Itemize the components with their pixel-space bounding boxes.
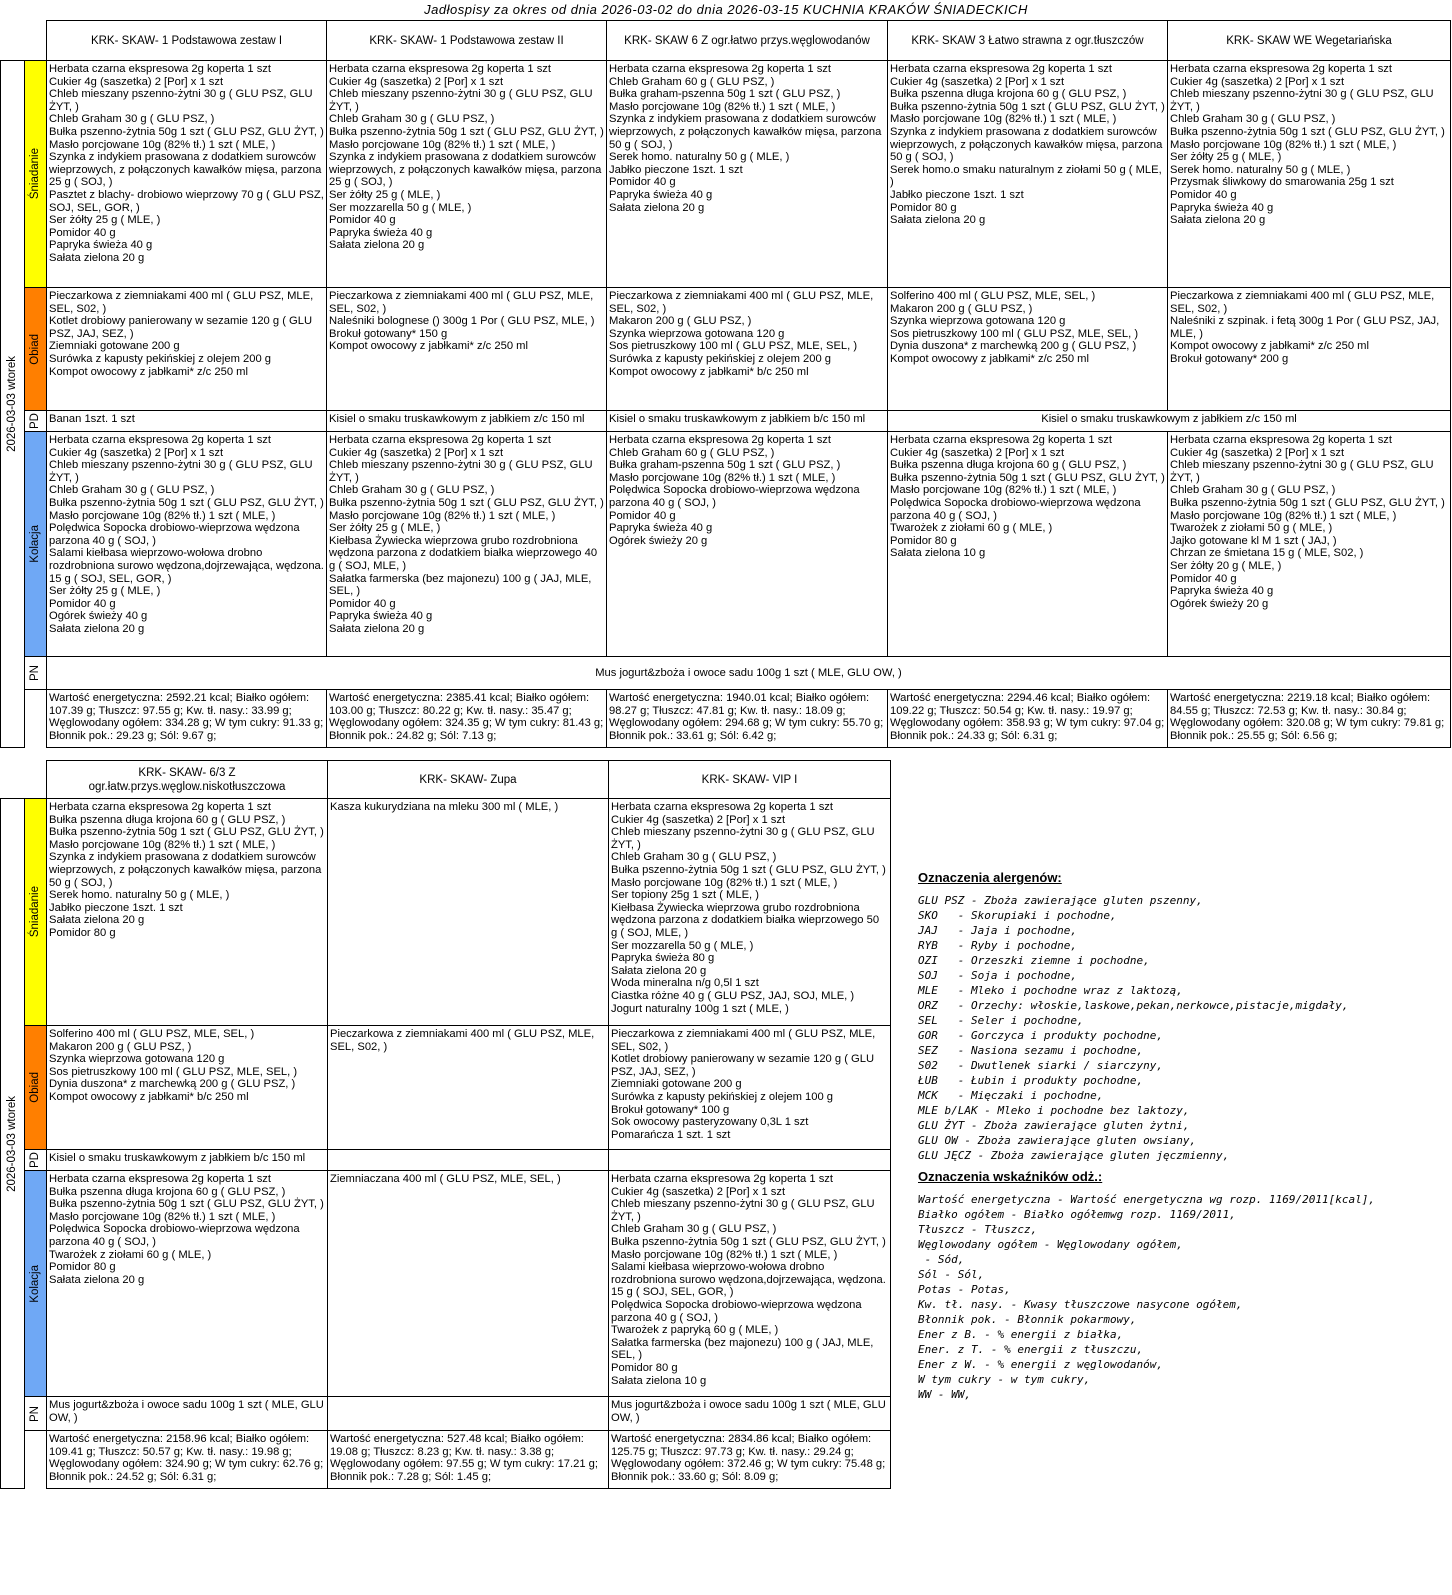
menu-cell: Herbata czarna ekspresowa 2g koperta 1 szt Cukier 4g (saszetka) 2 [Por] x 1 szt Bułka pszenna długa krojona 60 g ( GLU PSZ, ) Bułka pszenno-żytnia 50g 1 szt ( GLU PSZ, GLU ŻYT, ) Masło porcjowane 10g (82% tł.) 1 szt ( MLE, ) Polędwica Sopocka drobiowo-wieprzowa wędzona parzona 40 g ( SOJ, ) Twarożek z ziołami 60 g ( MLE, ) Pomidor 80 g Sałata zielona 10 g: [888, 432, 1168, 657]
meal-label-pn: PN: [25, 657, 47, 690]
menu-cell: Herbata czarna ekspresowa 2g koperta 1 szt Cukier 4g (saszetka) 2 [Por] x 1 szt Chleb mieszany pszenno-żytni 30 g ( GLU PSZ, GLU ŻYT, ) Chleb Graham 30 g ( GLU PSZ, ) Bułka pszenno-żytnia 50g 1 szt ( GLU PSZ, GLU ŻYT, ) Masło porcjowane 10g (82% tł.) 1 szt ( MLE, ) Szynka z indykiem prasowana z dodatkiem surowców wieprzowych, z połączonych kawałków mięsa, parzona 25 g ( SOJ, ) Pasztet z blachy- drobiowo wieprzowy 70 g ( GLU PSZ, SOJ, SEL, GOR, ) Ser żółty 25 g ( MLE, ) Pomidor 40 g Papryka świeża 40 g Sałata zielona 20 g: [47, 61, 327, 288]
meal-label-sniadanie: Śniadanie: [25, 61, 47, 288]
nutrition-cell: Wartość energetyczna: 2592.21 kcal; Białko ogółem: 107.39 g; Tłuszcz: 97.55 g; Kw. tł. nasy.: 33.99 g; Węglowodany ogółem: 334.28 g; W tym cukry: 91.33 g; Błonnik pok.: 29.23 g; Sól: 9.67 g;: [47, 690, 327, 748]
menu-cell: Kisiel o smaku truskawkowym z jabłkiem z/c 150 ml: [327, 411, 607, 432]
diet-header: KRK- SKAW- Zupa: [328, 761, 609, 799]
diet-header: KRK- SKAW WE Wegetariańska: [1168, 21, 1451, 61]
menu-cell: Herbata czarna ekspresowa 2g koperta 1 szt Cukier 4g (saszetka) 2 [Por] x 1 szt Chleb mieszany pszenno-żytni 30 g ( GLU PSZ, GLU ŻYT, ) Chleb Graham 30 g ( GLU PSZ, ) Bułka pszenno-żytnia 50g 1 szt ( GLU PSZ, GLU ŻYT, ) Masło porcjowane 10g (82% tł.) 1 szt ( MLE, ) Ser żółty 25 g ( MLE, ) Kiełbasa Żywiecka wieprzowa grubo rozdrobniona wędzona parzona z dodatkiem białka wieprzowego 40 g ( SOJ, MLE, ) Sałatka farmerska (bez majonezu) 100 g ( JAJ, MLE, SEL, ) Pomidor 40 g Papryka świeża 40 g Sałata zielona 20 g: [327, 432, 607, 657]
menu-cell: Kasza kukurydziana na mleku 300 ml ( MLE, ): [328, 799, 609, 1026]
menu-cell: [328, 1150, 609, 1171]
meal-label-obiad: Obiad: [25, 1026, 47, 1150]
meal-label-obiad: Obiad: [25, 288, 47, 411]
meal-label-sniadanie: Śniadanie: [25, 799, 47, 1026]
diet-header: KRK- SKAW 6 Z ogr.łatwo przys.węglowodanów: [607, 21, 888, 61]
menu-cell: Herbata czarna ekspresowa 2g koperta 1 szt Cukier 4g (saszetka) 2 [Por] x 1 szt Bułka pszenna długa krojona 60 g ( GLU PSZ, ) Bułka pszenno-żytnia 50g 1 szt ( GLU PSZ, GLU ŻYT, ) Masło porcjowane 10g (82% tł.) 1 szt ( MLE, ) Szynka z indykiem prasowana z dodatkiem surowców wieprzowych, z połączonych kawałków mięsa, parzona 50 g ( SOJ, ) Serek homo.o smaku naturalnym z ziołami 50 g ( MLE, ) Jabłko pieczone 1szt. 1 szt Pomidor 80 g Sałata zielona 20 g: [888, 61, 1168, 288]
date-cell: [1, 799, 25, 1489]
menu-cell: Kisiel o smaku truskawkowym z jabłkiem b/c 150 ml: [47, 1150, 328, 1171]
allergens-title: Oznaczenia alergenów:: [918, 870, 1062, 885]
meal-label-pd: PD: [25, 1150, 47, 1171]
menu-cell: Pieczarkowa z ziemniakami 400 ml ( GLU PSZ, MLE, SEL, S02, ) Makaron 200 g ( GLU PSZ, ) Szynka wieprzowa gotowana 120 g Sos pietruszkowy 100 ml ( GLU PSZ, MLE, SEL, ) Surówka z kapusty pekińskiej z olejem 200 g Kompot owocowy z jabłkami* b/c 250 ml: [607, 288, 888, 411]
legend: [918, 870, 1452, 1402]
date-label: 2026-03-03 wtorek: [6, 1095, 19, 1192]
allergens-list: GLU PSZ - Zboża zawierające gluten pszenny, SKO - Skorupiaki i pochodne, JAJ - Jaja i pochodne, RYB - Ryby i pochodne, OZI - Orzeszki ziemne i pochodne, SOJ - Soja i pochodne, MLE - Mleko i pochodne wraz z laktozą, ORZ - Orzechy: włoskie,laskowe,pekan,nerkowce,pistacje,migdały, SEL - Seler i pochodne, GOR - Gorczyca i produkty pochodne, SEZ - Nasiona sezamu i pochodne, S02 - Dwutlenek siarki / siarczyny, ŁUB - Łubin i produkty pochodne, MCK - Mięczaki i pochodne, MLE b/LAK - Mleko i pochodne bez laktozy, GLU ŻYT - Zboża zawierające gluten żytni, GLU OW - Zboża zawierające gluten owsiany, GLU JĘCZ - Zboża zawierające gluten jęczmienny,: [918, 894, 1349, 1162]
menu-cell: Pieczarkowa z ziemniakami 400 ml ( GLU PSZ, MLE, SEL, S02, ): [328, 1026, 609, 1150]
menu-cell: Kisiel o smaku truskawkowym z jabłkiem b/c 150 ml: [607, 411, 888, 432]
menu-cell: Herbata czarna ekspresowa 2g koperta 1 szt Cukier 4g (saszetka) 2 [Por] x 1 szt Chleb mieszany pszenno-żytni 30 g ( GLU PSZ, GLU ŻYT, ) Chleb Graham 30 g ( GLU PSZ, ) Bułka pszenno-żytnia 50g 1 szt ( GLU PSZ, GLU ŻYT, ) Masło porcjowane 10g (82% tł.) 1 szt ( MLE, ) Ser topiony 25g 1 szt ( MLE, ) Kiełbasa Żywiecka wieprzowa grubo rozdrobniona wędzona parzona z dodatkiem białka wieprzowego 50 g ( SOJ, MLE, ) Ser mozzarella 50 g ( MLE, ) Papryka świeża 80 g Sałata zielona 20 g Woda mineralna n/g 0,5l 1 szt Ciastka różne 40 g ( GLU PSZ, JAJ, SOJ, MLE, ) Jogurt naturalny 100g 1 szt ( MLE, ): [609, 799, 891, 1026]
menu-cell: Herbata czarna ekspresowa 2g koperta 1 szt Bułka pszenna długa krojona 60 g ( GLU PSZ, ) Bułka pszenno-żytnia 50g 1 szt ( GLU PSZ, GLU ŻYT, ) Masło porcjowane 10g (82% tł.) 1 szt ( MLE, ) Polędwica Sopocka drobiowo-wieprzowa wędzona parzona 40 g ( SOJ, ) Twarożek z ziołami 60 g ( MLE, ) Pomidor 80 g Sałata zielona 20 g: [47, 1171, 328, 1397]
menu-cell: Herbata czarna ekspresowa 2g koperta 1 szt Cukier 4g (saszetka) 2 [Por] x 1 szt Chleb mieszany pszenno-żytni 30 g ( GLU PSZ, GLU ŻYT, ) Chleb Graham 30 g ( GLU PSZ, ) Bułka pszenno-żytnia 50g 1 szt ( GLU PSZ, GLU ŻYT, ) Masło porcjowane 10g (82% tł.) 1 szt ( MLE, ) Ser żółty 25 g ( MLE, ) Serek homo. naturalny 50 g ( MLE, ) Przysmak śliwkowy do smarowania 25g 1 szt Pomidor 40 g Papryka świeża 40 g Sałata zielona 20 g: [1168, 61, 1451, 288]
menu-cell: Herbata czarna ekspresowa 2g koperta 1 szt Bułka pszenna długa krojona 60 g ( GLU PSZ, ) Bułka pszenno-żytnia 50g 1 szt ( GLU PSZ, GLU ŻYT, ) Masło porcjowane 10g (82% tł.) 1 szt ( MLE, ) Szynka z indykiem prasowana z dodatkiem surowców wieprzowych, z połączonych kawałków mięsa, parzona 50 g ( SOJ, ) Serek homo. naturalny 50 g ( MLE, ) Jabłko pieczone 1szt. 1 szt Sałata zielona 20 g Pomidor 80 g: [47, 799, 328, 1026]
menu-cell: [609, 1150, 891, 1171]
nutrition-cell: Wartość energetyczna: 527.48 kcal; Białko ogółem: 19.08 g; Tłuszcz: 8.23 g; Kw. tł. nasy.: 3.38 g; Węglowodany ogółem: 97.55 g; W tym cukry: 17.21 g; Błonnik pok.: 7.28 g; Sól: 1.45 g;: [328, 1431, 609, 1489]
menu-cell: Herbata czarna ekspresowa 2g koperta 1 szt Cukier 4g (saszetka) 2 [Por] x 1 szt Chleb mieszany pszenno-żytni 30 g ( GLU PSZ, GLU ŻYT, ) Chleb Graham 30 g ( GLU PSZ, ) Bułka pszenno-żytnia 50g 1 szt ( GLU PSZ, GLU ŻYT, ) Masło porcjowane 10g (82% tł.) 1 szt ( MLE, ) Polędwica Sopocka drobiowo-wieprzowa wędzona parzona 40 g ( SOJ, ) Salami kiełbasa wieprzowo-wołowa drobno rozdrobniona surowo wędzona,dojrzewająca, wędzona. 15 g ( SOJ, SEL, GOR, ) Ser żółty 25 g ( MLE, ) Pomidor 40 g Ogórek świeży 40 g Sałata zielona 20 g: [47, 432, 327, 657]
menu-cell: Pieczarkowa z ziemniakami 400 ml ( GLU PSZ, MLE, SEL, S02, ) Naleśniki bolognese () 300g 1 Por ( GLU PSZ, MLE, ) Brokuł gotowany* 150 g Kompot owocowy z jabłkami* z/c 250 ml: [327, 288, 607, 411]
diet-header: KRK- SKAW 3 Łatwo strawna z ogr.tłuszczów: [888, 21, 1168, 61]
nutrition-cell: Wartość energetyczna: 2834.86 kcal; Białko ogółem: 125.75 g; Tłuszcz: 97.73 g; Kw. tł. nasy.: 29.24 g; Węglowodany ogółem: 372.46 g; W tym cukry: 75.48 g; Błonnik pok.: 33.60 g; Sól: 8.09 g;: [609, 1431, 891, 1489]
menu-cell: Solferino 400 ml ( GLU PSZ, MLE, SEL, ) Makaron 200 g ( GLU PSZ, ) Szynka wieprzowa gotowana 120 g Sos pietruszkowy 100 ml ( GLU PSZ, MLE, SEL, ) Dynia duszona* z marchewką 200 g ( GLU PSZ, ) Kompot owocowy z jabłkami* b/c 250 ml: [47, 1026, 328, 1150]
nutrition-cell: Wartość energetyczna: 2294.46 kcal; Białko ogółem: 109.22 g; Tłuszcz: 50.54 g; Kw. tł. nasy.: 19.97 g; Węglowodany ogółem: 358.93 g; W tym cukry: 97.04 g; Błonnik pok.: 24.33 g; Sól: 6.31 g;: [888, 690, 1168, 748]
diet-header: KRK- SKAW- VIP I: [609, 761, 891, 799]
menu-cell: Banan 1szt. 1 szt: [47, 411, 327, 432]
meal-label-kolacja: Kolacja: [25, 432, 47, 657]
menu-cell: Mus jogurt&zboża i owoce sadu 100g 1 szt ( MLE, GLU OW, ): [47, 1397, 328, 1431]
indicators-list: Wartość energetyczna - Wartość energetyczna wg rozp. 1169/2011[kcal], Białko ogółem - Białko ogółemwg rozp. 1169/2011, Tłuszcz - Tłuszcz, Węglowodany ogółem - Węglowodany ogółem, - Sód, Sól - Sól, Potas - Potas, Kw. tł. nasy. - Kwasy tłuszczowe nasycone ogółem, Błonnik pok. - Błonnik pokarmowy, Ener z B. - % energii z białka, Ener. z T. - % energii z tłuszczu, Ener z W. - % energii z węglowodanów, W tym cukry - w tym cukry, WW - WW,: [918, 1193, 1375, 1401]
page-title: Jadłospisy za okres od dnia 2026-03-02 do dnia 2026-03-15 KUCHNIA KRAKÓW ŚNIADECKICH: [424, 2, 1028, 17]
nutrition-cell: Wartość energetyczna: 2219.18 kcal; Białko ogółem: 84.55 g; Tłuszcz: 72.53 g; Kw. tł. nasy.: 30.84 g; Węglowodany ogółem: 320.08 g; W tym cukry: 79.81 g; Błonnik pok.: 25.55 g; Sól: 6.56 g;: [1168, 690, 1451, 748]
date-cell: [1, 61, 25, 748]
diet-header: KRK- SKAW- 1 Podstawowa zestaw I: [47, 21, 327, 61]
diet-header: KRK- SKAW- 1 Podstawowa zestaw II: [327, 21, 607, 61]
menu-cell: Kisiel o smaku truskawkowym z jabłkiem z/c 150 ml: [888, 411, 1451, 432]
menu-table-1: [0, 20, 1451, 748]
menu-cell: Pieczarkowa z ziemniakami 400 ml ( GLU PSZ, MLE, SEL, S02, ) Naleśniki z szpinak. i fetą 300g 1 Por ( GLU PSZ, JAJ, MLE, ) Kompot owocowy z jabłkami* z/c 250 ml Brokuł gotowany* 200 g: [1168, 288, 1451, 411]
date-label: 2026-03-03 wtorek: [6, 356, 19, 452]
menu-cell: Herbata czarna ekspresowa 2g koperta 1 szt Chleb Graham 60 g ( GLU PSZ, ) Bułka graham-pszenna 50g 1 szt ( GLU PSZ, ) Masło porcjowane 10g (82% tł.) 1 szt ( MLE, ) Szynka z indykiem prasowana z dodatkiem surowców wieprzowych, z połączonych kawałków mięsa, parzona 50 g ( SOJ, ) Serek homo. naturalny 50 g ( MLE, ) Jabłko pieczone 1szt. 1 szt Pomidor 40 g Papryka świeża 40 g Sałata zielona 20 g: [607, 61, 888, 288]
menu-cell: Herbata czarna ekspresowa 2g koperta 1 szt Cukier 4g (saszetka) 2 [Por] x 1 szt Chleb mieszany pszenno-żytni 30 g ( GLU PSZ, GLU ŻYT, ) Chleb Graham 30 g ( GLU PSZ, ) Bułka pszenno-żytnia 50g 1 szt ( GLU PSZ, GLU ŻYT, ) Masło porcjowane 10g (82% tł.) 1 szt ( MLE, ) Salami kiełbasa wieprzowo-wołowa drobno rozdrobniona surowo wędzona,dojrzewająca, wędzona. 15 g ( SOJ, SEL, GOR, ) Polędwica Sopocka drobiowo-wieprzowa wędzona parzona 40 g ( SOJ, ) Twarożek z papryką 60 g ( MLE, ) Sałatka farmerska (bez majonezu) 100 g ( JAJ, MLE, SEL, ) Pomidor 80 g Sałata zielona 10 g: [609, 1171, 891, 1397]
menu-cell: Herbata czarna ekspresowa 2g koperta 1 szt Chleb Graham 60 g ( GLU PSZ, ) Bułka graham-pszenna 50g 1 szt ( GLU PSZ, ) Masło porcjowane 10g (82% tł.) 1 szt ( MLE, ) Polędwica Sopocka drobiowo-wieprzowa wędzona parzona 40 g ( SOJ, ) Pomidor 40 g Papryka świeża 40 g Ogórek świeży 20 g: [607, 432, 888, 657]
menu-cell: Mus jogurt&zboża i owoce sadu 100g 1 szt ( MLE, GLU OW, ): [47, 657, 1451, 690]
diet-header: KRK- SKAW- 6/3 Z ogr.łatw.przys.węglow.niskotłuszczowa: [47, 761, 328, 799]
menu-cell: Herbata czarna ekspresowa 2g koperta 1 szt Cukier 4g (saszetka) 2 [Por] x 1 szt Chleb mieszany pszenno-żytni 30 g ( GLU PSZ, GLU ŻYT, ) Chleb Graham 30 g ( GLU PSZ, ) Bułka pszenno-żytnia 50g 1 szt ( GLU PSZ, GLU ŻYT, ) Masło porcjowane 10g (82% tł.) 1 szt ( MLE, ) Szynka z indykiem prasowana z dodatkiem surowców wieprzowych, z połączonych kawałków mięsa, parzona 25 g ( SOJ, ) Ser żółty 25 g ( MLE, ) Ser mozzarella 50 g ( MLE, ) Pomidor 40 g Papryka świeża 40 g Sałata zielona 20 g: [327, 61, 607, 288]
meal-label-kolacja: Kolacja: [25, 1171, 47, 1397]
menu-table-2: [0, 760, 891, 1489]
menu-cell: Solferino 400 ml ( GLU PSZ, MLE, SEL, ) Makaron 200 g ( GLU PSZ, ) Szynka wieprzowa gotowana 120 g Sos pietruszkowy 100 ml ( GLU PSZ, MLE, SEL, ) Dynia duszona* z marchewką 200 g ( GLU PSZ, ) Kompot owocowy z jabłkami* z/c 250 ml: [888, 288, 1168, 411]
menu-cell: Mus jogurt&zboża i owoce sadu 100g 1 szt ( MLE, GLU OW, ): [609, 1397, 891, 1431]
menu-cell: Pieczarkowa z ziemniakami 400 ml ( GLU PSZ, MLE, SEL, S02, ) Kotlet drobiowy panierowany w sezamie 120 g ( GLU PSZ, JAJ, SEZ, ) Ziemniaki gotowane 200 g Surówka z kapusty pekińskiej z olejem 200 g Kompot owocowy z jabłkami* z/c 250 ml: [47, 288, 327, 411]
meal-label-pd: PD: [25, 411, 47, 432]
nutrition-cell: Wartość energetyczna: 2158.96 kcal; Białko ogółem: 109.41 g; Tłuszcz: 50.57 g; Kw. tł. nasy.: 19.98 g; Węglowodany ogółem: 324.90 g; W tym cukry: 62.76 g; Błonnik pok.: 24.52 g; Sól: 6.31 g;: [47, 1431, 328, 1489]
menu-cell: [328, 1397, 609, 1431]
menu-cell: Herbata czarna ekspresowa 2g koperta 1 szt Cukier 4g (saszetka) 2 [Por] x 1 szt Chleb mieszany pszenno-żytni 30 g ( GLU PSZ, GLU ŻYT, ) Chleb Graham 30 g ( GLU PSZ, ) Bułka pszenno-żytnia 50g 1 szt ( GLU PSZ, GLU ŻYT, ) Masło porcjowane 10g (82% tł.) 1 szt ( MLE, ) Twarożek z ziołami 50 g ( MLE, ) Jajko gotowane kl M 1 szt ( JAJ, ) Chrzan ze śmietana 15 g ( MLE, S02, ) Ser żółty 20 g ( MLE, ) Pomidor 40 g Papryka świeża 40 g Ogórek świeży 20 g: [1168, 432, 1451, 657]
nutrition-cell: Wartość energetyczna: 1940.01 kcal; Białko ogółem: 98.27 g; Tłuszcz: 47.81 g; Kw. tł. nasy.: 18.09 g; Węglowodany ogółem: 294.68 g; W tym cukry: 55.70 g; Błonnik pok.: 33.61 g; Sól: 6.42 g;: [607, 690, 888, 748]
menu-cell: Ziemniaczana 400 ml ( GLU PSZ, MLE, SEL, ): [328, 1171, 609, 1397]
indicators-title: Oznaczenia wskaźników odż.:: [918, 1169, 1103, 1184]
menu-cell: Pieczarkowa z ziemniakami 400 ml ( GLU PSZ, MLE, SEL, S02, ) Kotlet drobiowy panierowany w sezamie 120 g ( GLU PSZ, JAJ, SEZ, ) Ziemniaki gotowane 200 g Surówka z kapusty pekińskiej z olejem 100 g Brokuł gotowany* 100 g Sok owocowy pasteryzowany 0,3L 1 szt Pomarańcza 1 szt. 1 szt: [609, 1026, 891, 1150]
meal-label-pn: PN: [25, 1397, 47, 1431]
nutrition-cell: Wartość energetyczna: 2385.41 kcal; Białko ogółem: 103.00 g; Tłuszcz: 80.22 g; Kw. tł. nasy.: 35.47 g; Węglowodany ogółem: 324.35 g; W tym cukry: 81.43 g; Błonnik pok.: 24.82 g; Sól: 7.13 g;: [327, 690, 607, 748]
